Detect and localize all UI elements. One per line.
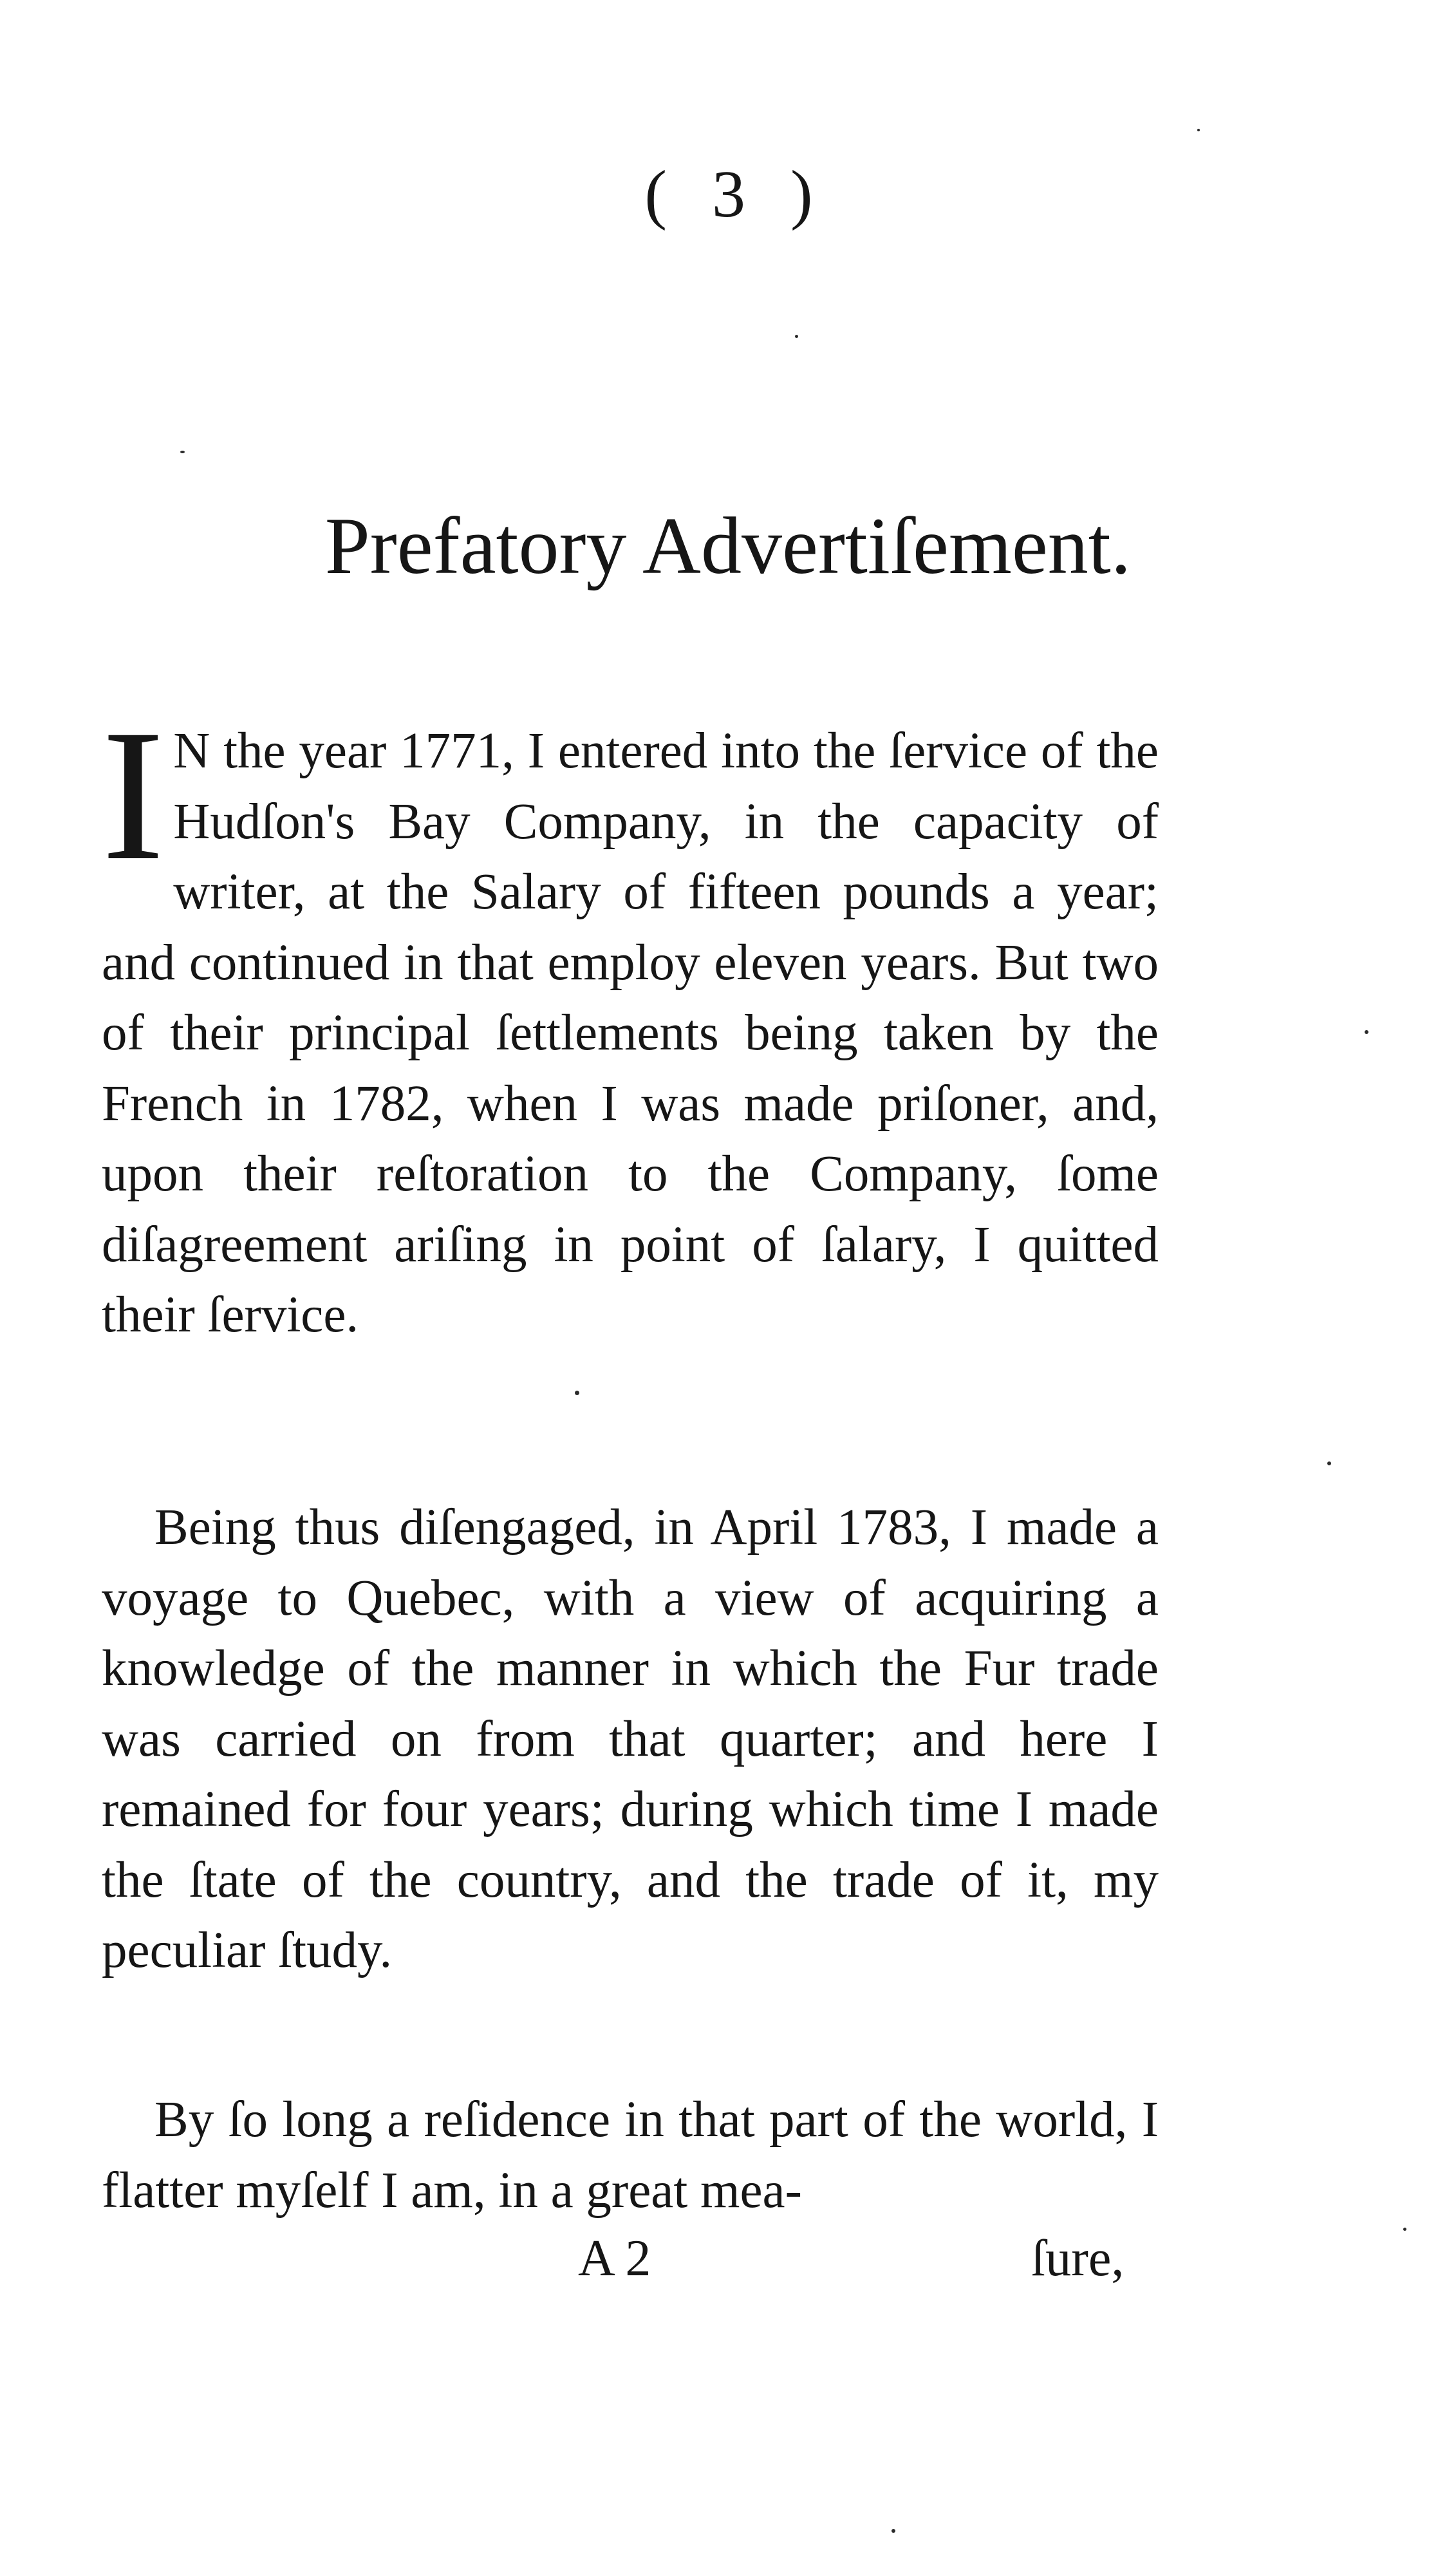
page-title: Prefatory Advertiſement.	[324, 502, 1132, 591]
ink-speck	[795, 335, 798, 338]
ink-speck	[180, 451, 185, 453]
ink-speck	[575, 1391, 579, 1395]
ink-speck	[1327, 1461, 1331, 1465]
paragraph-1: IN the year 1771, I entered into the ſervice of the Hudſon's Bay Company, in the capacity of writer, at the Salary of fifteen pounds a year; and continued in that employ eleven years. But two of their principal ſettlements being taken by the French in 1782, when I was made priſoner, and, upon their reſtoration to the Company, ſome diſagreement ariſing in point of ſalary, I quitted their ſervice.	[102, 691, 1159, 1343]
ink-speck	[891, 2529, 895, 2533]
ink-speck	[1403, 2228, 1406, 2231]
paragraph-3: By ſo long a reſidence in that part of the world, I flatter myſelf I am, in a great mea-	[102, 2092, 1159, 2219]
catchword: ſure,	[1031, 2230, 1125, 2287]
signature-mark: A 2	[578, 2230, 651, 2287]
paragraph-2: Being thus diſengaged, in April 1783, I made a voyage to Quebec, with a view of acquiring a knowledge of the manner in which the Fur trade was carried on from that quarter; and here I remained for four years; during which time I made the ſtate of the country, and the trade of it, my peculiar ſtudy.	[102, 1499, 1159, 1978]
page-number: ( 3 )	[644, 157, 827, 231]
ink-speck	[1197, 129, 1200, 131]
ink-speck	[1365, 1030, 1368, 1034]
